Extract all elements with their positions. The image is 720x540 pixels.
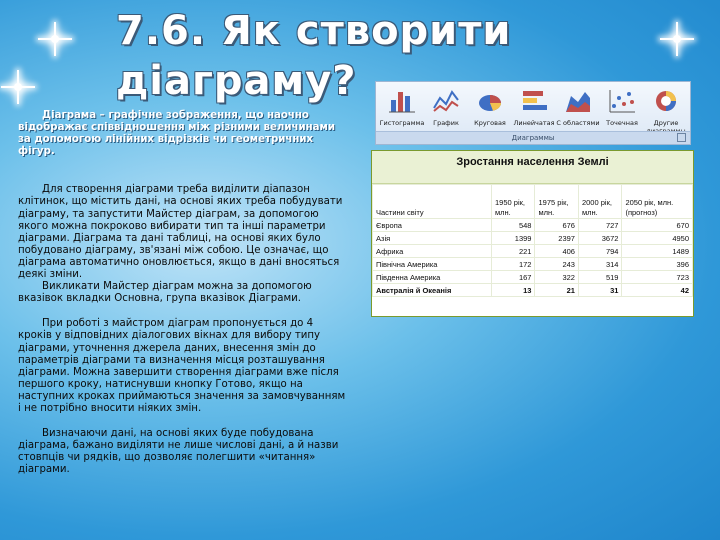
charts-ribbon-group (375, 81, 691, 145)
spreadsheet-title: Зростання населення Землі (372, 151, 693, 184)
pie-chart-button[interactable] (468, 86, 512, 127)
header-cell: 2000 рік, млн. (578, 185, 621, 219)
table-cell: Австралія й Океанія (373, 284, 492, 297)
header-cell: 2050 рік, млн. (прогноз) (622, 185, 693, 219)
ribbon-item-label: Гистограмма (379, 119, 425, 127)
ribbon-item-label: Точечная (606, 119, 638, 127)
table-cell: 519 (578, 271, 621, 284)
ribbon-item-label: График (433, 119, 459, 127)
ribbon-item-label: С областями (556, 119, 600, 127)
table-cell: 42 (622, 284, 693, 297)
scatter-chart-button[interactable] (600, 86, 644, 127)
definition-paragraph: Діаграма – графічне зображення, що наочно відображає співвідношення між різними величинами за допомогою лінійних відрізків чи геометричних фігур. (18, 110, 336, 158)
ribbon-item-label: Линейчатая (513, 119, 555, 127)
line-chart-button[interactable] (424, 86, 468, 127)
column-chart-button[interactable] (379, 86, 425, 127)
sparkle-decoration (1, 70, 35, 104)
table-cell: 727 (578, 219, 621, 232)
header-cell: Частини світу (373, 185, 492, 219)
table-cell: 21 (535, 284, 578, 297)
table-cell: 670 (622, 219, 693, 232)
table-cell: 31 (578, 284, 621, 297)
table-row (373, 258, 693, 271)
table-cell: Азія (373, 232, 492, 245)
table-cell: Європа (373, 219, 492, 232)
table-cell: Південна Америка (373, 271, 492, 284)
table-cell: Північна Америка (373, 258, 492, 271)
table-cell: 794 (578, 245, 621, 258)
table-cell: 13 (492, 284, 535, 297)
table-cell: 3672 (578, 232, 621, 245)
slide-title-line-1: 7.6. Як створити (116, 8, 512, 54)
other-charts-icon (649, 86, 683, 116)
header-cell: 1975 рік, млн. (535, 185, 578, 219)
table-cell: 548 (492, 219, 535, 232)
area-chart-icon (561, 86, 595, 116)
bar-chart-button[interactable] (512, 86, 556, 127)
ribbon-group-label: Диаграммы (376, 131, 690, 144)
bar-chart-icon (517, 86, 551, 116)
other-charts-button[interactable] (644, 86, 688, 127)
area-chart-button[interactable] (556, 86, 600, 127)
table-cell: 314 (578, 258, 621, 271)
table-row (373, 284, 693, 297)
table-row (373, 219, 693, 232)
slide-body (18, 110, 350, 489)
body-paragraph: Визначаючи дані, на основі яких буде побудована діаграма, бажано виділяти не лише числові дані, а й назви стовпців чи рядків, що дозволяє полегшити «читання» діаграми. (18, 428, 339, 476)
table-cell: 723 (622, 271, 693, 284)
sparkle-decoration (660, 22, 694, 56)
population-table (372, 184, 693, 297)
dialog-launcher-icon[interactable] (677, 133, 686, 142)
slide-title-line-2: діаграму? (116, 58, 357, 104)
table-cell: 2397 (535, 232, 578, 245)
pie-chart-icon (473, 86, 507, 116)
table-cell: 676 (535, 219, 578, 232)
population-spreadsheet (371, 150, 694, 317)
body-paragraph: Викликати Майстер діаграм можна за допомогою вказівок вкладки Основна, група вказівок Діаграми. (18, 281, 312, 305)
table-cell: 1399 (492, 232, 535, 245)
table-cell: 167 (492, 271, 535, 284)
ribbon-item-label: Другие (653, 119, 679, 127)
body-paragraph: Для створення діаграми треба виділити діапазон клітинок, що містить дані, на основі яких треба побудувати діаграму, та запустити Майстер діаграм, за допомогою якого можна покроково вибирати тип та інші параметри діаграми. Діаграма та дані таблиці, на основі яких було побудовано діаграму, зв'язані між собою. Це означає, що діаграма автоматично оновлюється, якщо в дані вносяться деякі зміни. (18, 184, 343, 281)
column-chart-icon (385, 86, 419, 116)
table-row (373, 271, 693, 284)
table-cell: 172 (492, 258, 535, 271)
sparkle-decoration (38, 22, 72, 56)
scatter-chart-icon (605, 86, 639, 116)
table-cell: 322 (535, 271, 578, 284)
body-paragraph: При роботі з майстром діаграм пропонується до 4 кроків у відповідних діалогових вікнах для вибору типу діаграми, уточнення джерела даних, внесення змін до параметрів діаграми та визначення місця розташування діаграми. Можна завершити створення діаграми вже після першого кроку, натиснувши кнопку Готово, якщо на наступних кроках приймаються значення за замовчуванням і не потрібно вносити ніяких змін. (18, 318, 346, 414)
table-cell: Африка (373, 245, 492, 258)
header-cell: 1950 рік, млн. (492, 185, 535, 219)
table-cell: 396 (622, 258, 693, 271)
ribbon-item-label: Круговая (474, 119, 506, 127)
line-chart-icon (429, 86, 463, 116)
table-cell: 243 (535, 258, 578, 271)
table-cell: 406 (535, 245, 578, 258)
table-row (373, 245, 693, 258)
table-row (373, 232, 693, 245)
table-cell: 221 (492, 245, 535, 258)
table-cell: 1489 (622, 245, 693, 258)
table-header-row (373, 185, 693, 219)
table-cell: 4950 (622, 232, 693, 245)
